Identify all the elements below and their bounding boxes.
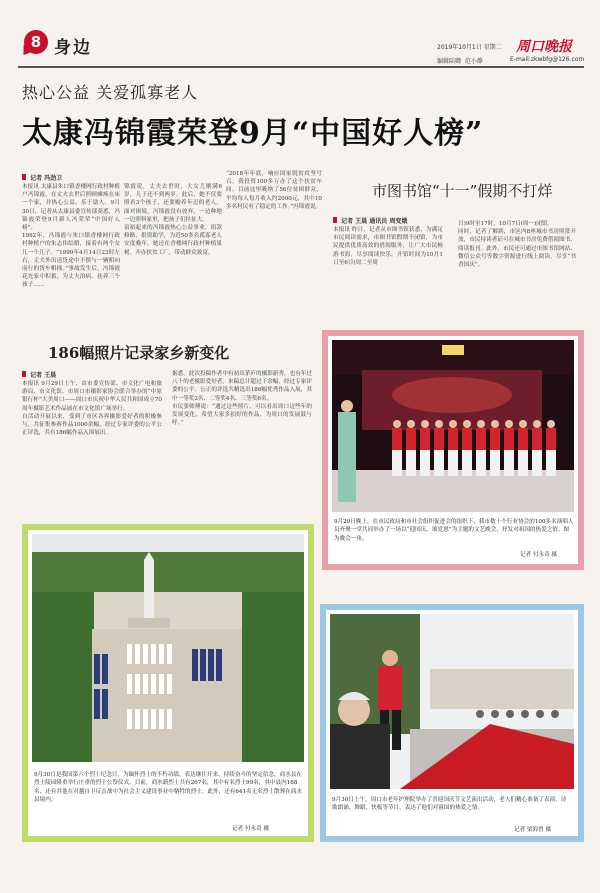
memorial-caption: 9月30日是我国第六个烈士纪念日，为缅怀烈士的不朽功绩，表达继往开来、持续奋斗的坚定信念，商水县在烈士陵园隆重举行庄重的烈士公祭仪式。目前，商水籍烈士共有267名，其中有名烈士99名，其中县内168名，还有其他在对越自卫反击战中为社会主义建设事业中牺牲的烈士。此外，还有641名无名烈士散葬在商水县境内。 <box>34 772 302 804</box>
library-byline <box>333 216 407 225</box>
main-byline-text: 记者 冯劲卫 <box>30 175 63 182</box>
exhibition-headline: 186幅照片记录家乡新变化 <box>48 344 230 362</box>
proof: 范小静 <box>464 58 483 65</box>
masthead: 周口晚报 <box>516 39 572 55</box>
byline-marker-icon <box>333 217 337 223</box>
page-number: 8 <box>30 33 42 51</box>
main-col-2: 锦霞说，丈夫去世时，大女儿刚满6岁，儿子还不到两岁。此后，她不仅要照看3个孩子，还要赡养年迈的老人。面对困境，冯锦霞没有放弃，一边种地一边照料家里，把孩子们拉扯大。 富裕起来的冯锦霞热心公益事业，捐款修路、捐资助学，为近50多名孤寡老人安度晚年。她还在香楼网行政村种植果树、开办扶贫工厂，带动群众致富。 <box>124 184 222 256</box>
library-byline-text: 记者 王晨 通讯员 周变娥 <box>341 218 408 225</box>
main-byline <box>22 173 62 182</box>
exhibition-col-2: 据悉，此次投稿作者中有初出茅庐的摄影新秀，也有年过八十的老摄影爱好者，来稿总计超过千余幅，经过专家评委的公平、公正的评选共精选出186幅优秀作品入展，其中一等奖2名、二等奖4名、三等奖6名。 市民张师傅说：“通过这些照片，可以看出周口这些年的发展变化，希望大家多拍好的作品，为周口的发展鼓与呼。” <box>172 371 312 427</box>
main-kicker: 热心公益 关爱孤寡老人 <box>22 83 199 102</box>
exhibition-col-1: 本报讯 9月29日上午，由市委宣传部、市文化广电和旅游局、市文化馆、市周口市摄影家协会联合举办的“中原银行杯”大美周口——周口市庆祝中华人民共和国成立70周年摄影艺术作品展在市文化馆广场举行。 自活动开展以来，受到了市区各界摄影爱好者的积极参与，共征集参赛作品1000余幅，经过专家评委的公平公正评选，共有186幅作品入围展出。 <box>22 381 162 437</box>
exhibition-byline-text: 记者 王晨 <box>30 372 57 379</box>
memorial-photo <box>32 534 304 762</box>
email: E-mail:zkwbfg@126.com <box>510 56 585 63</box>
concert-caption: 9月29日晚上，在市民政局和市社会组织促进会的组织下，我市数十个行业协会的100多名演唱人员齐聚一堂共同举办了一场以“迎国庆、颂党恩”为主题的文艺晚会，抒发对祖国的热爱之情。图为晚会一角。 <box>334 519 574 542</box>
section-title: 身边 <box>54 38 92 58</box>
elderly-credit: 记者 梁海曾 摄 <box>514 827 552 833</box>
main-col-1: 本报讯 太康县朱口镇香楼网行政村种植户冯锦霞，在丈夫去世后照顾瘫痪在床一个家，并热心公益、乐于助人。9月30日，记者从太康县委宣传部获悉，冯锦霞荣登9月新人冯荣荣“中国好人榜”。 1992年，冯锦霞与朱口镇香楼网行政村种植户的朱志伟结婚，接着有两个女儿一个儿子。“1999年4月14日23时左右，丈夫外出送货途中不慎与一辆相向而行的货车相撞。”事故发生后，冯锦霞花光家中积蓄，为丈夫治病、抚养三个孩子…… <box>22 184 120 289</box>
main-col-3: “2018年年底，响应国家脱贫攻坚号召，我投资100多万办了这个扶贫车间。目前这里吸纳了56位贫困群众，平均每人每月收入约2000元，其中10多名村民有了稳定的工作。”冯锦霞说。 <box>226 171 322 210</box>
elderly-photo <box>330 614 574 789</box>
concert-photo <box>332 340 574 512</box>
elderly-caption: 9月30日上午，周口市老年护理院举办了喜迎国庆节文艺演出活动，老人们精心准备了表演、诗歌朗诵、舞蹈、快板等节目，表达了他们对祖国的热爱之情。 <box>332 797 567 812</box>
editor-line <box>437 56 483 65</box>
main-headline: 太康冯锦霞荣登9月“中国好人榜” <box>22 116 484 151</box>
date-line: 2019年10月1日 星期二 <box>437 44 502 51</box>
exhibition-byline <box>22 370 56 379</box>
library-col-1: 本报讯 昨日，记者从市图书馆获悉，为满足市民阅读需求，市图书馆假期不闭馆，为市民提供优质高效的借阅服务，让广大市民畅游书海，尽享阅读快乐。开馆时间为10月1日至6日(周二至周 <box>333 227 443 266</box>
header-rule <box>18 66 584 68</box>
editor: 编辑陆卿 <box>437 58 462 65</box>
library-col-2: 日)9时至17时，10月7日(周一)闭馆。 同时，记者了解到，市区内8座城市书房照常开放，市民持读者证可在城市书房免费借阅图书、阅读报刊。此外，市民还可通过市图书馆网站、微信公众号等数字资源进行线上阅读，尽享“书香国庆”。 <box>458 221 576 269</box>
byline-marker-icon <box>22 174 26 180</box>
byline-marker-icon <box>22 371 26 377</box>
concert-credit: 记者 付永奇 摄 <box>520 552 558 558</box>
memorial-credit: 记者 付永奇 摄 <box>232 826 270 832</box>
library-headline: 市图书馆“十一”假期不打烊 <box>372 182 553 200</box>
